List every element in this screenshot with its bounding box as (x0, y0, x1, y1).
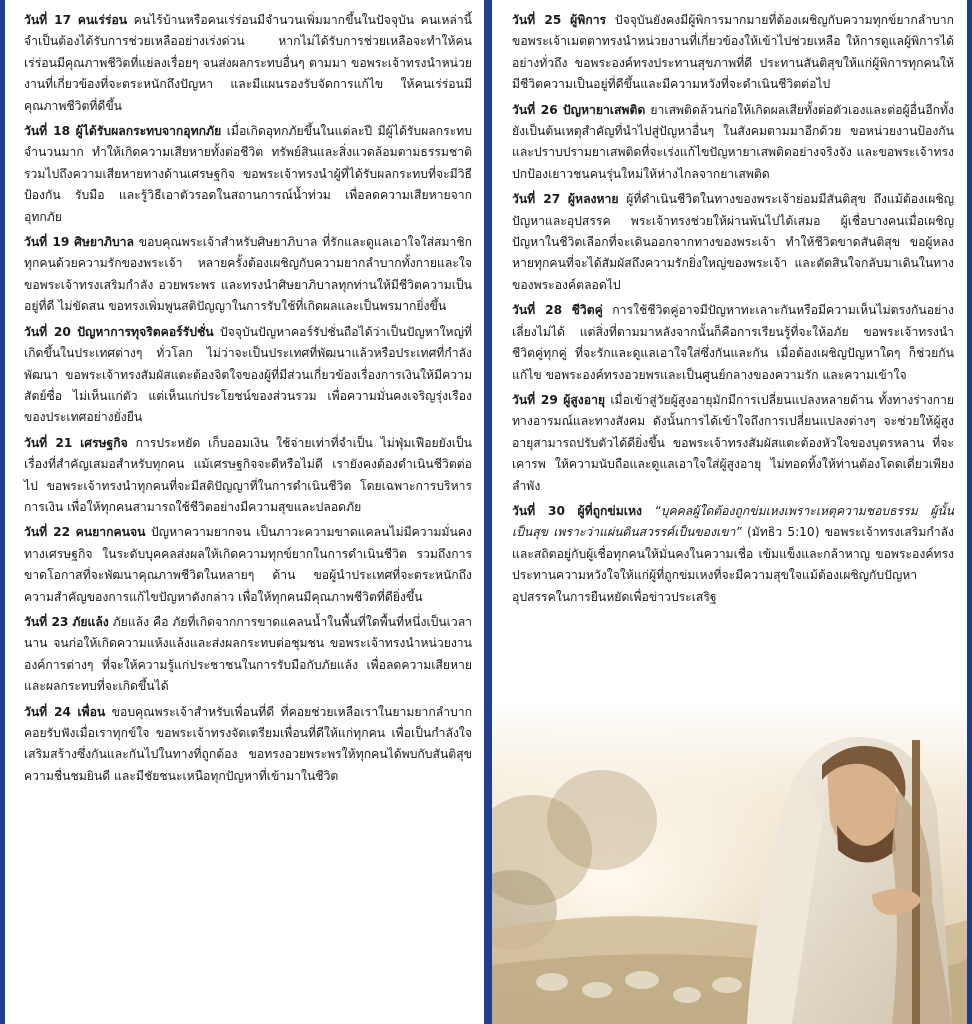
prayer-entry-day-24 (24, 702, 472, 788)
prayer-entry-day-18 (24, 121, 472, 228)
prayer-entry-day-27 (512, 189, 954, 296)
prayer-entry-day-23 (24, 612, 472, 698)
prayer-entry-day-20 (24, 322, 472, 429)
entry-text: เมื่อเกิดอุทกภัยขึ้นในแต่ละปี มีผู้ได้รับผลกระทบจำนวนมาก ทำให้เกิดความเสียหายทั้งต่อชีวิต ทรัพย์สินและสิ่งแวดล้อมตามธรรมชาติ รวมไปถึงความเสียหายทางด้านเศรษฐกิจ ขอพระเจ้าทรงนำผู้ที่ได้รับผลกระทบที่จะมีวิธีป้องกัน รับมือ และรู้วิธีเอาตัวรอดในสถานการณ์น้ำท่วม เพื่อลดความเสียหายจากอุทกภัย (24, 124, 472, 224)
day-label: วันที่ 19 (24, 235, 70, 250)
column-divider (484, 0, 492, 1024)
prayer-entry-day-28 (512, 300, 954, 386)
entry-text: ปัญหาความยากจน เป็นภาวะความขาดแคลนไม่มีความมั่นคงทางเศรษฐกิจ ในระดับบุคคลส่งผลให้เกิดความทุกข์ยากในการดำเนินชีวิต รวมถึงการขาดโอกาสที่จะพัฒนาคุณภาพชีวิตในหลายๆ ด้าน ขอผู้นำประเทศที่จะตระหนักถึงความสำคัญของการแก้ไขปัญหาดังกล่าว เพื่อให้ทุกคนมีคุณภาพชีวิตที่ดียิ่งขึ้น (24, 525, 472, 604)
day-label: วันที่ 23 (24, 614, 69, 629)
prayer-entry-day-29 (512, 390, 954, 497)
entry-text: ภัยแล้ง คือ ภัยที่เกิดจากการขาดแคลนน้ำในพื้นที่ใดพื้นที่หนึ่งเป็นเวลานาน จนก่อให้เกิดความแห้งแล้งและส่งผลกระทบต่อชุมชน ขอพระเจ้าทรงนำหน่วยงาน องค์การต่างๆ ที่จะให้ความรู้แก่ประชาชนในการรับมือกับภัยแล้ง เพื่อลดความเสียหายและผลกระทบที่จะเกิดขึ้นได้ (24, 614, 473, 694)
prayer-entry-day-19 (24, 232, 472, 318)
topic-heading: เพื่อน (77, 704, 106, 719)
day-label: วันที่ 25 (512, 13, 562, 27)
entry-text: ผู้ที่ดำเนินชีวิตในทางของพระเจ้าย่อมมีสันติสุข ถึงแม้ต้องเผชิญปัญหาและอุปสรรค พระเจ้าทรงช่วยให้ผ่านพ้นไปได้เสมอ ผู้เชื่อบางคนเมื่อเผชิญปัญหาในชีวิตเลือกที่จะเดินออกจากทางของพระเจ้า ทำให้ชีวิตขาดสันติสุข ขอผู้หลงหายทุกคนที่จะได้สัมผัสถึงความรักยิ่งใหญ่ของพระเจ้า และตัดสินใจกลับมาเดินในทางของพระองค์ตลอดไป (512, 192, 954, 292)
right-border (967, 0, 972, 1024)
topic-heading: ผู้ได้รับผลกระทบจากอุทกภัย (75, 124, 222, 139)
topic-heading: คนยากคนจน (75, 525, 146, 540)
prayer-entry-day-17 (24, 10, 472, 117)
entry-text: เมื่อเข้าสู่วัยผู้สูงอายุมักมีการเปลี่ยนแปลงหลายด้าน ทั้งทางร่างกาย ทางอารมณ์และทางสังคม ดังนั้นการได้เข้าใจถึงการเปลี่ยนแปลงต่างๆ จะช่วยให้ผู้สูงอายุสามารถปรับตัวได้ดียิ่งขึ้น ขอพระเจ้าทรงสัมผัสแตะต้องหัวใจของบุตรหลาน ที่จะเคารพ ให้ความนับถือและดูแลเอาใจใส่ผู้สูงอายุ ไม่ทอดทิ้งให้ท่านต้องโดดเดี่ยวเพียงลำพัง (512, 392, 955, 493)
day-label: วันที่ 28 (512, 303, 563, 318)
left-column (24, 10, 472, 791)
prayer-entry-day-25 (512, 10, 954, 96)
entry-text: (มัทธิว 5:10) ขอพระเจ้าทรงเสริมกำลังและสถิตอยู่กับผู้เชื่อทุกคนให้มั่นคงในความเชื่อ เข้มแข็งและกล้าหาญ ขอพระองค์ทรงประทานความหวังใจให้แก่ผู้ที่ถูกข่มเหงที่จะมีความสุขใจแม้ต้องเผชิญกับปัญหาอุปสรรคในการยืนหยัดเพื่อข่าวประเสริฐ (512, 525, 954, 604)
topic-heading: ผู้หลงหาย (567, 192, 619, 207)
day-label: วันที่ 18 (24, 124, 71, 139)
day-label: วันที่ 21 (24, 435, 73, 450)
topic-heading: ชีวิตคู่ (571, 303, 603, 318)
day-label: วันที่ 29 (512, 392, 558, 407)
day-label: วันที่ 24 (24, 704, 71, 719)
topic-heading: เศรษฐกิจ (80, 435, 128, 450)
prayer-entry-day-21 (24, 433, 472, 519)
topic-heading: ศิษยาภิบาล (74, 235, 134, 250)
topic-heading: ผู้สูงอายุ (563, 392, 606, 407)
entry-text: คนไร้บ้านหรือคนเร่ร่อนมีจำนวนเพิ่มมากขึ้นในปัจจุบัน คนเหล่านี้จำเป็นต้องได้รับการช่วยเหลืออย่างเร่งด่วน หากไม่ได้รับการช่วยเหลือจะทำให้คนเร่ร่อนมีคุณภาพชีวิตที่แย่ลงเรื่อยๆ จนส่งผลกระทบอื่นๆ ตามมา ขอพระเจ้าทรงนำหน่วยงานที่เกี่ยวข้องที่จะตระหนักถึงปัญหา และมีแผนรองรับจัดการแก้ไข ให้คนเร่ร่อนมีคุณภาพชีวิตที่ดีขึ้น (24, 13, 472, 113)
day-label: วันที่ 22 (24, 525, 71, 540)
topic-heading: คนเร่ร่อน (77, 13, 128, 27)
entry-text: ปัจจุบันปัญหาคอร์รัปชั่นถือได้ว่าเป็นปัญหาใหญ่ที่เกิดขึ้นในประเทศต่างๆ ทั่วโลก ไม่ว่าจะเป็นประเทศที่พัฒนาแล้วหรือประเทศที่กำลังพัฒนา ขอพระเจ้าทรงสัมผัสแตะต้องจิตใจของผู้ที่มีส่วนเกี่ยวข้องเรื่องการเงินให้มีความสัตย์ซื่อ ไม่เห็นแก่ตัว แต่เห็นแก่ประโยชน์ของส่วนรวม เพื่อความมั่นคงเจริญรุ่งเรืองของประเทศอย่างยั่งยืน (24, 324, 472, 425)
entry-text: การใช้ชีวิตคู่อาจมีปัญหาทะเลาะกันหรือมีความเห็นไม่ตรงกันอย่างเลี่ยงไม่ได้ แต่สิ่งที่ตามมาหลังจากนั้นก็คือการเรียนรู้ที่จะให้อภัย ขอพระเจ้าทรงนำชีวิตคู่ทุกคู่ ที่จะรักและดูแลเอาใจใส่ซึ่งกันและกัน เมื่อต้องเผชิญปัญหาใดๆ ก็ช่วยกันแก้ไข ขอพระองค์ทรงอวยพรและเป็นศูนย์กลางของความรัก และความเข้าใจ (512, 303, 955, 382)
topic-heading: ปัญหายาเสพติด (562, 102, 646, 117)
prayer-entry-day-30 (512, 501, 954, 608)
day-label: วันที่ 27 (512, 192, 561, 207)
jesus-shepherd-illustration (492, 700, 967, 1024)
right-column (512, 10, 954, 612)
entry-text: ปัจจุบันยังคงมีผู้พิการมากมายที่ต้องเผชิญกับความทุกข์ยากลำบาก ขอพระเจ้าเมตตาทรงนำหน่วยงานที่เกี่ยวข้องให้เข้าไปช่วยเหลือ ให้การดูแลผู้พิการได้อย่างทั่วถึง ขอพระองค์ทรงประทานสุขภาพที่ดี ประทานสันติสุขให้แก่ผู้พิการทุกคนให้มีชีวิตความเป็นอยู่ที่ดีขึ้นและมีความหวังที่จะดำเนินชีวิตต่อไป (512, 13, 954, 92)
topic-heading: ปัญหาการทุจริตคอร์รัปชั่น (77, 324, 214, 339)
entry-text: ขอบคุณพระเจ้าสำหรับศิษยาภิบาล ที่รักและดูแลเอาใจใส่สมาชิกทุกคนด้วยความรักของพระเจ้า หลายครั้งต้องเผชิญกับความยากลำบากทั้งกายและใจ ขอพระเจ้าทรงเสริมกำลัง อวยพระพร และทรงนำศิษยาภิบาลทุกท่านให้มีชีวิตความเป็นอยู่ที่ดี ไม่ขัดสน ขอทรงเพิ่มพูนสติปัญญาในการรับใช้ที่เกิดผลและเป็นพรมากยิ่งขึ้น (24, 235, 473, 314)
prayer-entry-day-26 (512, 100, 954, 186)
prayer-entry-day-22 (24, 522, 472, 608)
day-label: วันที่ 17 (24, 13, 72, 27)
entry-text: การประหยัด เก็บออมเงิน ใช้จ่ายเท่าที่จำเป็น ไม่ฟุ่มเฟือยยังเป็นเรื่องที่สำคัญเสมอสำหรับทุกคน แม้เศรษฐกิจจะดีหรือไม่ดี เรายังคงต้องดำเนินชีวิตต่อไป ขอพระเจ้าทรงนำทุกคนที่จะมีสติปัญญาที่ในการดำเนินชีวิต โดยเฉพาะการบริหารการเงิน เพื่อให้ทุกคนสามารถใช้ชีวิตอย่างมีความสุขและปลอดภัย (24, 435, 472, 514)
bible-quote: “บุคคลผู้ใดต้องถูกข่มเหงเพราะเหตุความชอบธรรม ผู้นั้นเป็นสุข เพราะว่าแผ่นดินสวรรค์เป็นของเขา” (512, 503, 955, 540)
day-label: วันที่ 30 (512, 503, 566, 518)
topic-heading: ผู้พิการ (570, 13, 607, 27)
entry-text: ขอบคุณพระเจ้าสำหรับเพื่อนที่ดี ที่คอยช่วยเหลือเราในยามยากลำบาก คอยรับฟังเมื่อเราทุกข์ใจ ขอพระเจ้าทรงจัดเตรียมเพื่อนที่ดีให้แก่ทุกคน เพื่อเป็นกำลังใจ เสริมสร้างซึ่งกันและกันไปในทางที่ถูกต้อง ขอทรงอวยพระพรให้ทุกคนได้พบกับสันติสุข ความชื่นชมยินดี และมีชัยชนะเหนือทุกปัญหาที่เข้ามาในชีวิต (24, 704, 472, 783)
entry-text: ยาเสพติดล้วนก่อให้เกิดผลเสียทั้งต่อตัวเองและต่อผู้อื่นอีกทั้งยังเป็นต้นเหตุสำคัญที่นำไปสู่ปัญหาอื่นๆ ในสังคมตามมาอีกด้วย ขอหน่วยงานป้องกันและปราบปรามยาเสพติดที่จะเร่งแก้ไขปัญหายาเสพติดอย่างจริงจัง และขอพระเจ้าทรงปกป้องเยาวชนคนรุ่นใหม่ให้ห่างไกลจากยาเสพติด (512, 102, 955, 181)
topic-heading: ภัยแล้ง (72, 614, 109, 629)
left-border (0, 0, 5, 1024)
day-label: วันที่ 20 (24, 324, 71, 339)
topic-heading: ผู้ที่ถูกข่มเหง (577, 503, 642, 518)
day-label: วันที่ 26 (512, 102, 558, 117)
